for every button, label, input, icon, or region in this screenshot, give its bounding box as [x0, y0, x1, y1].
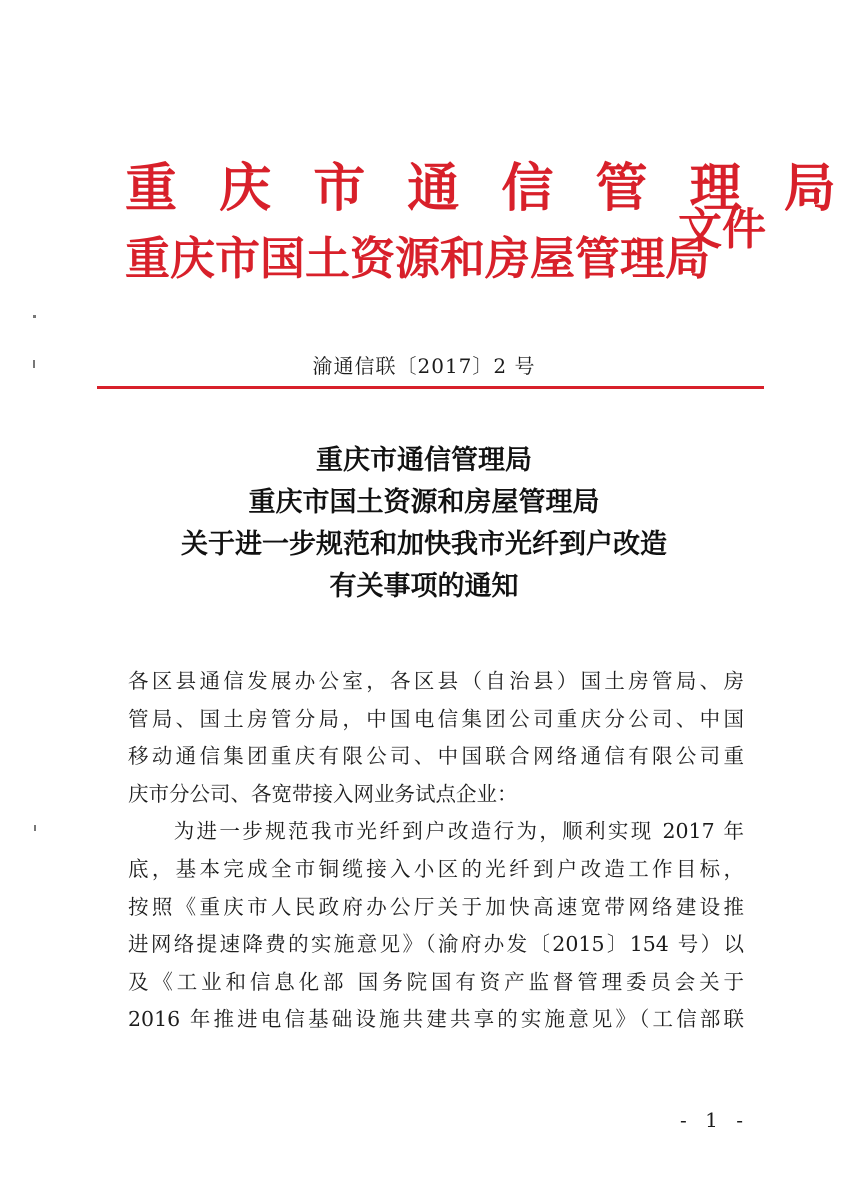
scan-speck — [33, 315, 36, 318]
body-line: 各区县通信发展办公室，各区县（自治县）国土房管局、房 — [128, 669, 744, 693]
title-line: 有关事项的通知 — [329, 571, 519, 602]
issuing-org-2: 重庆市国土资源和房屋管理局 — [125, 232, 711, 285]
title-line: 重庆市通信管理局 — [316, 445, 532, 476]
document-number: 渝通信联〔2017〕2 号 — [312, 354, 536, 378]
document-title — [0, 440, 848, 608]
title-line: 重庆市国土资源和房屋管理局 — [248, 487, 600, 518]
body-line: 为进一步规范我市光纤到户改造行为，顺利实现 2017 年 — [128, 819, 744, 844]
page-number: - 1 - — [680, 1108, 749, 1132]
body-line: 2016 年推进电信基础设施共建共享的实施意见》（工信部联 — [128, 1007, 744, 1032]
body-line: 进网络提速降费的实施意见》（渝府办发〔2015〕154 号）以 — [128, 932, 744, 957]
title-line: 关于进一步规范和加快我市光纤到户改造 — [181, 529, 667, 560]
body-line: 及《工业和信息化部 国务院国有资产监督管理委员会关于 — [128, 969, 744, 994]
document-body — [128, 663, 744, 1039]
document-label: 文件 — [678, 204, 766, 255]
issuing-org-1: 重 庆 市 通 信 管 理 局 — [125, 158, 848, 219]
red-divider — [97, 386, 764, 389]
scan-speck — [34, 825, 36, 831]
body-line: 按照《重庆市人民政府办公厅关于加快高速宽带网络建设推 — [128, 894, 744, 919]
body-line: 底，基本完成全市铜缆接入小区的光纤到户改造工作目标， — [128, 856, 744, 881]
body-line: 管局、国土房管分局，中国电信集团公司重庆分公司、中国 — [128, 706, 744, 731]
body-line: 庆市分公司、各宽带接入网业务试点企业： — [128, 781, 518, 806]
body-line: 移动通信集团重庆有限公司、中国联合网络通信有限公司重 — [128, 744, 744, 769]
scan-speck — [33, 360, 35, 368]
